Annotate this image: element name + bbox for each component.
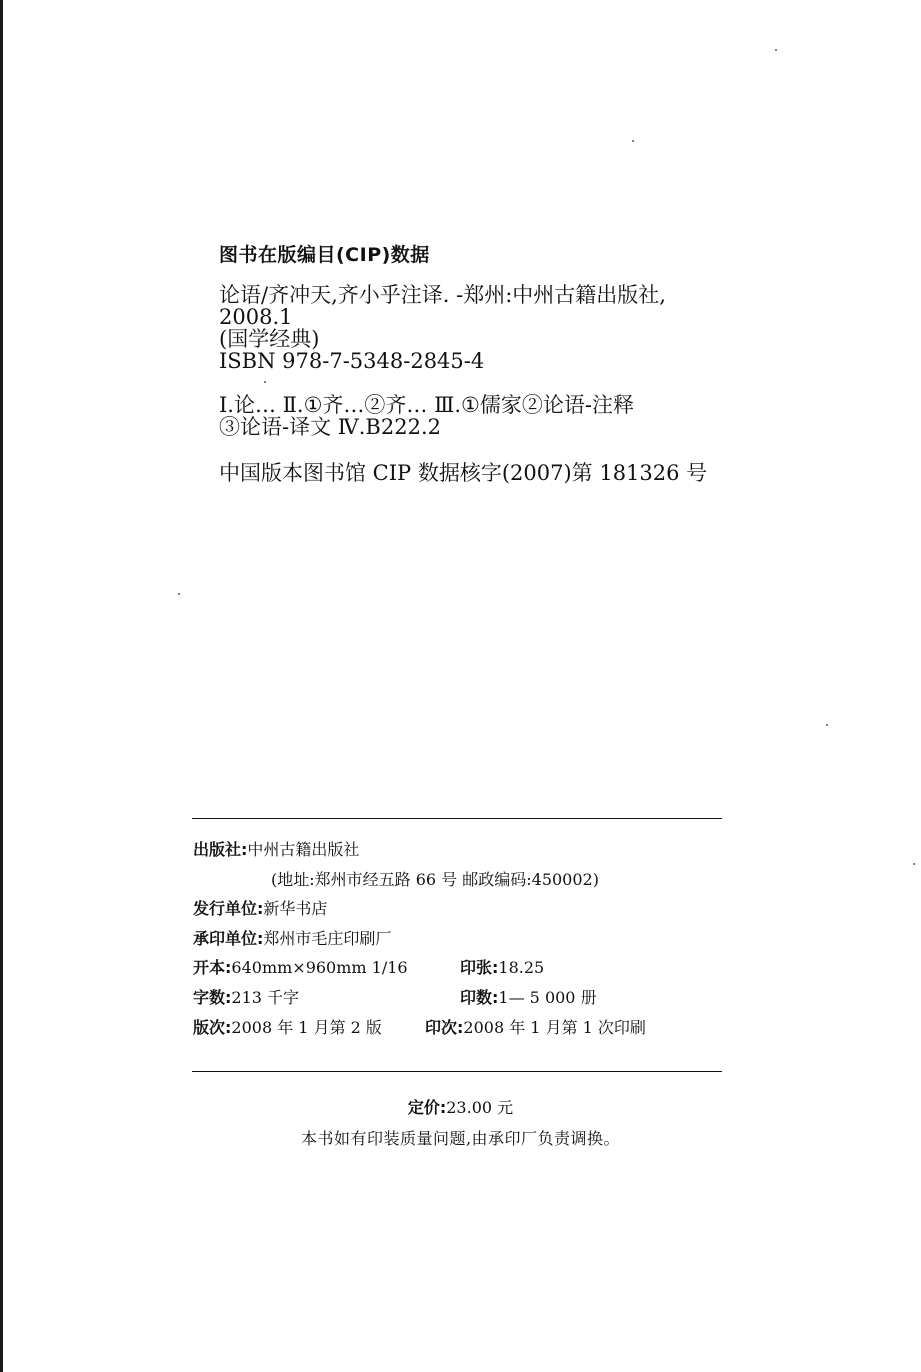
edition-value: 2008 年 1 月第 2 版 (231, 1017, 382, 1037)
scan-speck (178, 593, 180, 595)
print-count-field (460, 983, 597, 1013)
distributor-value: 新华书店 (263, 899, 328, 919)
scan-speck (826, 724, 828, 726)
cip-record-number-line: 中国版本图书馆 CIP 数据核字(2007)第 181326 号 (219, 461, 708, 485)
printer-value: 郑州市毛庄印刷厂 (263, 928, 392, 948)
words-value: 213 千字 (231, 987, 300, 1007)
format-label: 开本: (193, 958, 232, 978)
impression-field (425, 1013, 646, 1043)
page-left-edge (0, 0, 3, 1372)
address-row: (地址:郑州市经五路 66 号 邮政编码:450002) (271, 869, 599, 889)
cip-title: 图书在版编目(CIP)数据 (219, 244, 430, 266)
quality-notice: 本书如有印装质量问题,由承印厂负责调换。 (300, 1129, 621, 1148)
distributor-row (193, 894, 599, 924)
format-row (193, 953, 599, 983)
cip-date-line: 2008.1 (219, 305, 293, 329)
cip-bibliographic-line: 论语/齐冲天,齐小乎注译. -郑州:中州古籍出版社, (219, 283, 666, 307)
impression-label: 印次: (425, 1017, 464, 1037)
price-label: 定价: (407, 1098, 447, 1117)
cip-classification-line: ③论语-译文 Ⅳ.B222.2 (219, 415, 441, 439)
scan-speck (775, 49, 777, 51)
publisher-label: 出版社: (193, 840, 248, 859)
sheets-field (460, 953, 544, 983)
top-divider (192, 818, 722, 819)
print-count-value: 1— 5 000 册 (498, 987, 597, 1007)
printer-row (193, 924, 599, 954)
edition-row (193, 1013, 646, 1043)
cip-subject-line: Ⅰ.论… Ⅱ.①齐…②齐… Ⅲ.①儒家②论语-注释 (219, 393, 634, 417)
scan-speck (632, 140, 634, 142)
publication-info (193, 835, 646, 1042)
edition-label: 版次: (193, 1017, 232, 1037)
words-row (193, 983, 599, 1013)
format-value: 640mm×960mm 1/16 (231, 958, 408, 978)
print-count-label: 印数: (460, 987, 499, 1007)
publisher-value: 中州古籍出版社 (247, 840, 360, 859)
bottom-divider (192, 1071, 722, 1072)
distributor-label: 发行单位: (193, 899, 264, 919)
cip-series-line: (国学经典) (219, 327, 320, 351)
cip-block (219, 240, 707, 484)
sheets-label: 印张: (460, 958, 499, 978)
scan-speck (913, 863, 915, 865)
cip-isbn-line: ISBN 978-7-5348-2845-4 (219, 349, 485, 373)
price-line (0, 1094, 921, 1122)
price-value: 23.00 元 (446, 1098, 514, 1117)
impression-value: 2008 年 1 月第 1 次印刷 (463, 1017, 646, 1037)
words-label: 字数: (193, 987, 232, 1007)
printer-label: 承印单位: (193, 928, 264, 948)
sheets-value: 18.25 (498, 958, 545, 978)
publisher-row (193, 835, 599, 865)
